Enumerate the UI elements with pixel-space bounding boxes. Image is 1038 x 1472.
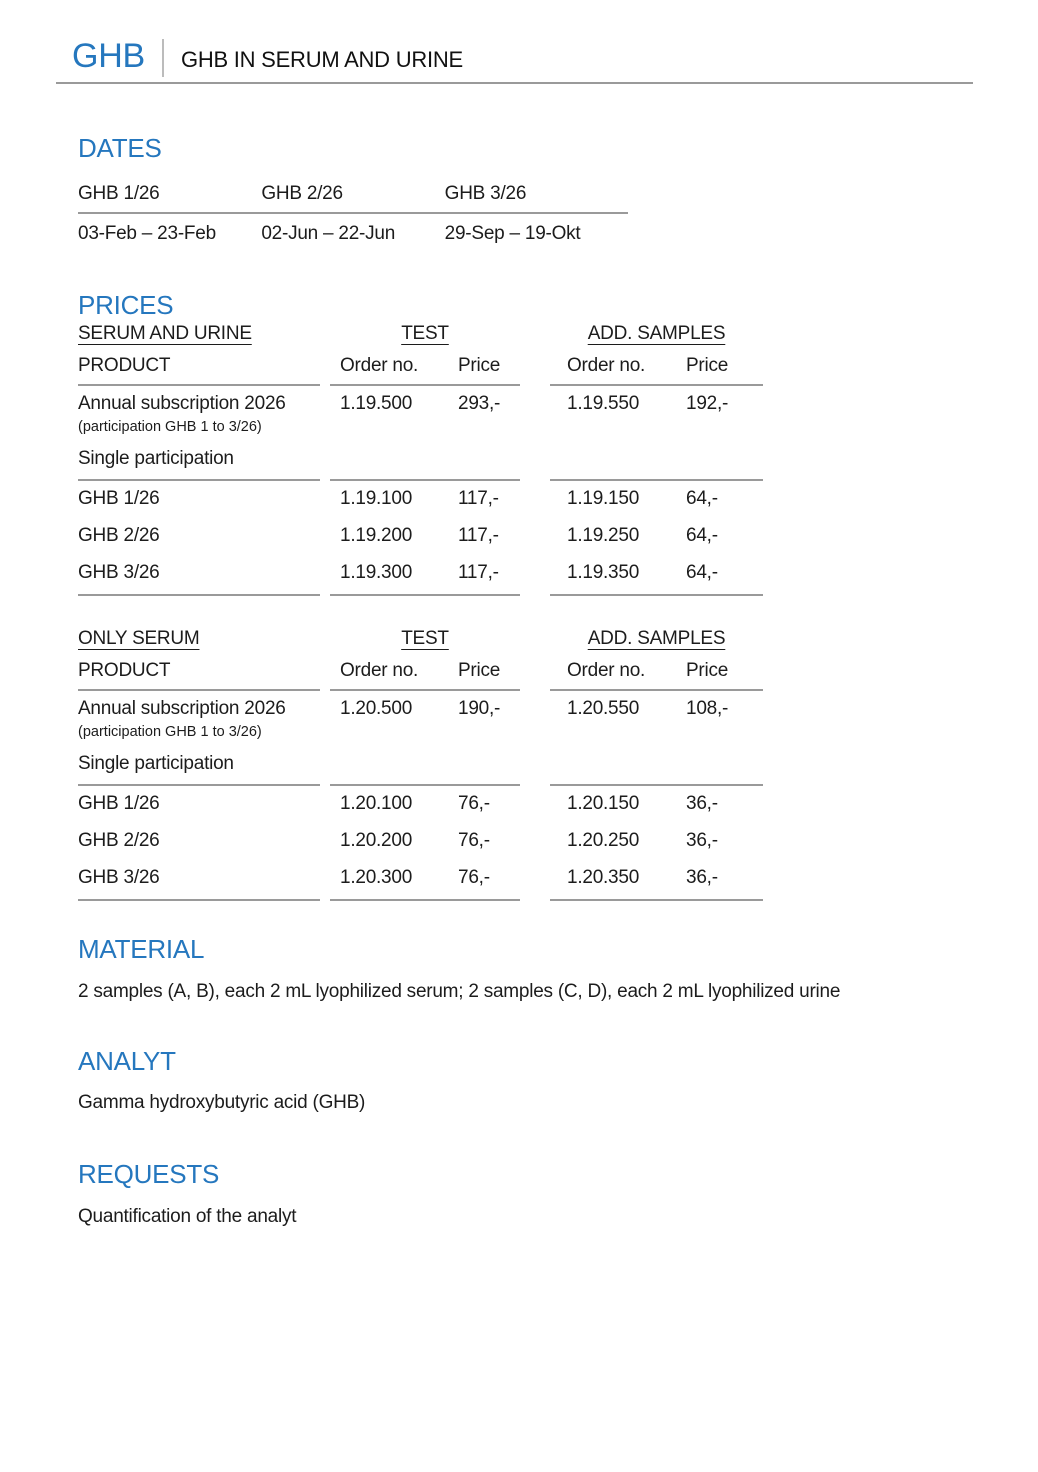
col-header-order-no: Order no.: [340, 355, 419, 377]
col-header-price: Price: [686, 660, 729, 682]
order-no-cell: 1.19.250: [567, 525, 640, 547]
prices-table-serum-and-urine: [78, 323, 1038, 596]
price-cell: 64,-: [686, 562, 718, 584]
order-no-cell: 1.19.200: [340, 525, 413, 547]
dates-table: [78, 183, 628, 245]
price-cell: 36,-: [686, 867, 718, 889]
price-cell: 293,-: [458, 393, 501, 415]
section-heading-prices: PRICES: [78, 289, 174, 320]
col-header-price: Price: [458, 660, 501, 682]
dates-range: 03-Feb – 23-Feb: [78, 222, 216, 244]
product-cell: GHB 3/26: [78, 555, 320, 596]
table-column-header-row: [78, 658, 1038, 691]
section-heading-analyt: ANALYT: [78, 1045, 176, 1076]
price-cell: 192,-: [686, 393, 729, 415]
table-row-annual-subscription: [78, 386, 1038, 441]
order-no-cell: 1.19.300: [340, 562, 413, 584]
price-cell: 76,-: [458, 830, 490, 852]
order-no-cell: 1.20.100: [340, 793, 413, 815]
table-row: [78, 481, 1038, 518]
dates-range: 29-Sep – 19-Okt: [444, 222, 581, 244]
table-row-annual-subscription: [78, 691, 1038, 746]
page-header: [0, 0, 1038, 78]
order-no-cell: 1.20.300: [340, 867, 413, 889]
table-group-header-row: [78, 628, 1038, 658]
col-header-price: Price: [686, 355, 729, 377]
dates-table-row: [78, 214, 628, 245]
dates-range: 02-Jun – 22-Jun: [261, 222, 396, 244]
product-cell: GHB 2/26: [78, 830, 160, 852]
section-heading-requests: REQUESTS: [78, 1159, 220, 1190]
price-cell: 76,-: [458, 793, 490, 815]
price-cell: 76,-: [458, 867, 490, 889]
order-no-cell: 1.19.500: [340, 393, 413, 415]
col-header-order-no: Order no.: [567, 355, 646, 377]
scope-label: SERUM AND URINE: [78, 323, 252, 345]
section-heading-dates: DATES: [78, 133, 162, 163]
annual-note: (participation GHB 1 to 3/26): [78, 419, 262, 436]
col-header-order-no: Order no.: [567, 660, 646, 682]
product-cell: Annual subscription 2026: [78, 393, 286, 415]
price-cell: 190,-: [458, 698, 501, 720]
document-title: GHB IN SERUM AND URINE: [180, 47, 463, 72]
table-row: [78, 860, 1038, 901]
header-rule: [56, 82, 973, 84]
order-no-cell: 1.19.350: [567, 562, 640, 584]
single-participation-label: Single participation: [78, 746, 320, 786]
table-row-single-participation: [78, 441, 1038, 481]
price-cell: 117,-: [458, 488, 499, 510]
price-cell: 64,-: [686, 525, 718, 547]
table-row-single-participation: [78, 746, 1038, 786]
table-row: [78, 518, 1038, 555]
order-no-cell: 1.19.550: [567, 393, 640, 415]
group-label-add-samples: ADD. SAMPLES: [587, 628, 726, 650]
price-cell: 36,-: [686, 830, 718, 852]
section-heading-material: MATERIAL: [78, 934, 205, 965]
annual-note: (participation GHB 1 to 3/26): [78, 724, 262, 741]
ghb-logo: GHB: [72, 37, 145, 75]
group-label-test: TEST: [401, 628, 449, 650]
table-column-header-row: [78, 353, 1038, 386]
dates-col-header: GHB 1/26: [78, 182, 160, 204]
order-no-cell: 1.20.550: [567, 698, 640, 720]
price-cell: 36,-: [686, 793, 718, 815]
table-row: [78, 823, 1038, 860]
price-cell: 117,-: [458, 525, 499, 547]
price-cell: 64,-: [686, 488, 718, 510]
requests-text: Quantification of the analyt: [78, 1205, 297, 1227]
product-cell: Annual subscription 2026: [78, 698, 286, 720]
price-cell: 117,-: [458, 562, 499, 584]
dates-col-header: GHB 3/26: [444, 182, 527, 204]
dates-table-header-row: [78, 183, 628, 214]
order-no-cell: 1.20.150: [567, 793, 640, 815]
header-divider: [162, 39, 164, 77]
table-group-header-row: [78, 323, 1038, 353]
order-no-cell: 1.20.500: [340, 698, 413, 720]
material-text: 2 samples (A, B), each 2 mL lyophilized serum; 2 samples (C, D), each 2 mL lyophilized urine: [78, 980, 841, 1002]
single-participation-label: Single participation: [78, 441, 320, 481]
order-no-cell: 1.20.350: [567, 867, 640, 889]
group-label-test: TEST: [401, 323, 449, 345]
product-cell: GHB 2/26: [78, 525, 160, 547]
scope-label: ONLY SERUM: [78, 628, 200, 650]
dates-col-header: GHB 2/26: [261, 182, 343, 204]
analyt-text: Gamma hydroxybutyric acid (GHB): [78, 1092, 366, 1114]
order-no-cell: 1.20.250: [567, 830, 640, 852]
order-no-cell: 1.20.200: [340, 830, 413, 852]
product-cell: GHB 1/26: [78, 793, 160, 815]
group-label-add-samples: ADD. SAMPLES: [587, 323, 726, 345]
col-header-product: PRODUCT: [78, 353, 320, 386]
table-row: [78, 786, 1038, 823]
col-header-price: Price: [458, 355, 501, 377]
col-header-product: PRODUCT: [78, 658, 320, 691]
table-row: [78, 555, 1038, 596]
price-cell: 108,-: [686, 698, 729, 720]
prices-table-only-serum: [78, 628, 1038, 901]
order-no-cell: 1.19.150: [567, 488, 640, 510]
order-no-cell: 1.19.100: [340, 488, 413, 510]
product-cell: GHB 3/26: [78, 860, 320, 901]
product-cell: GHB 1/26: [78, 488, 160, 510]
col-header-order-no: Order no.: [340, 660, 419, 682]
